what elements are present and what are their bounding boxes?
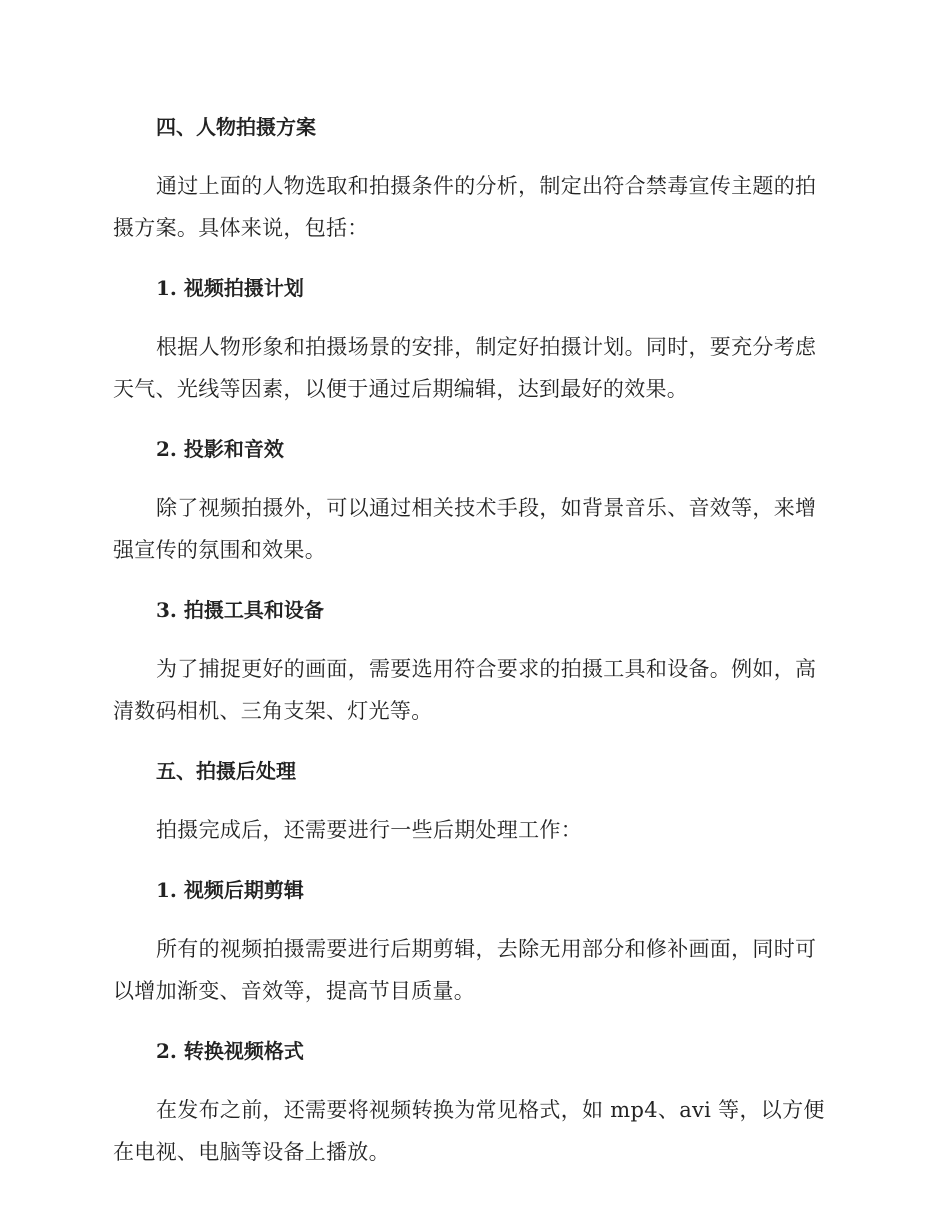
paragraph-shooting-plan-intro: 通过上面的人物选取和拍摄条件的分析，制定出符合禁毒宣传主题的拍摄方案。具体来说，包括： [113, 174, 817, 240]
document-body [113, 104, 837, 1189]
paragraph-projection-and-sound: 除了视频拍摄外，可以通过相关技术手段，如背景音乐、音效等，来增强宣传的氛围和效果。 [113, 496, 817, 562]
section-heading-post-processing: 五、拍摄后处理 [156, 759, 296, 783]
paragraph-video-editing: 所有的视频拍摄需要进行后期剪辑，去除无用部分和修补画面，同时可以增加渐变、音效等，提高节目质量。 [113, 937, 817, 1003]
subheading-tools-and-equipment: 3. 拍摄工具和设备 [156, 598, 324, 622]
subheading-video-shooting-plan: 1. 视频拍摄计划 [156, 276, 304, 300]
section-heading-character-shooting-plan: 四、人物拍摄方案 [156, 115, 316, 139]
paragraph-post-processing-intro: 拍摄完成后，还需要进行一些后期处理工作： [156, 818, 582, 842]
subheading-projection-and-sound: 2. 投影和音效 [156, 437, 284, 461]
paragraph-tools-and-equipment: 为了捕捉更好的画面，需要选用符合要求的拍摄工具和设备。例如，高清数码相机、三角支架、灯光等。 [113, 657, 817, 723]
subheading-video-editing: 1. 视频后期剪辑 [156, 878, 304, 902]
paragraph-video-shooting-plan: 根据人物形象和拍摄场景的安排，制定好拍摄计划。同时，要充分考虑天气、光线等因素，以便于通过后期编辑，达到最好的效果。 [113, 335, 817, 401]
subheading-convert-video-format: 2. 转换视频格式 [156, 1039, 304, 1063]
paragraph-convert-video-format: 在发布之前，还需要将视频转换为常见格式，如 mp4、avi 等，以方便在电视、电脑等设备上播放。 [113, 1098, 825, 1164]
